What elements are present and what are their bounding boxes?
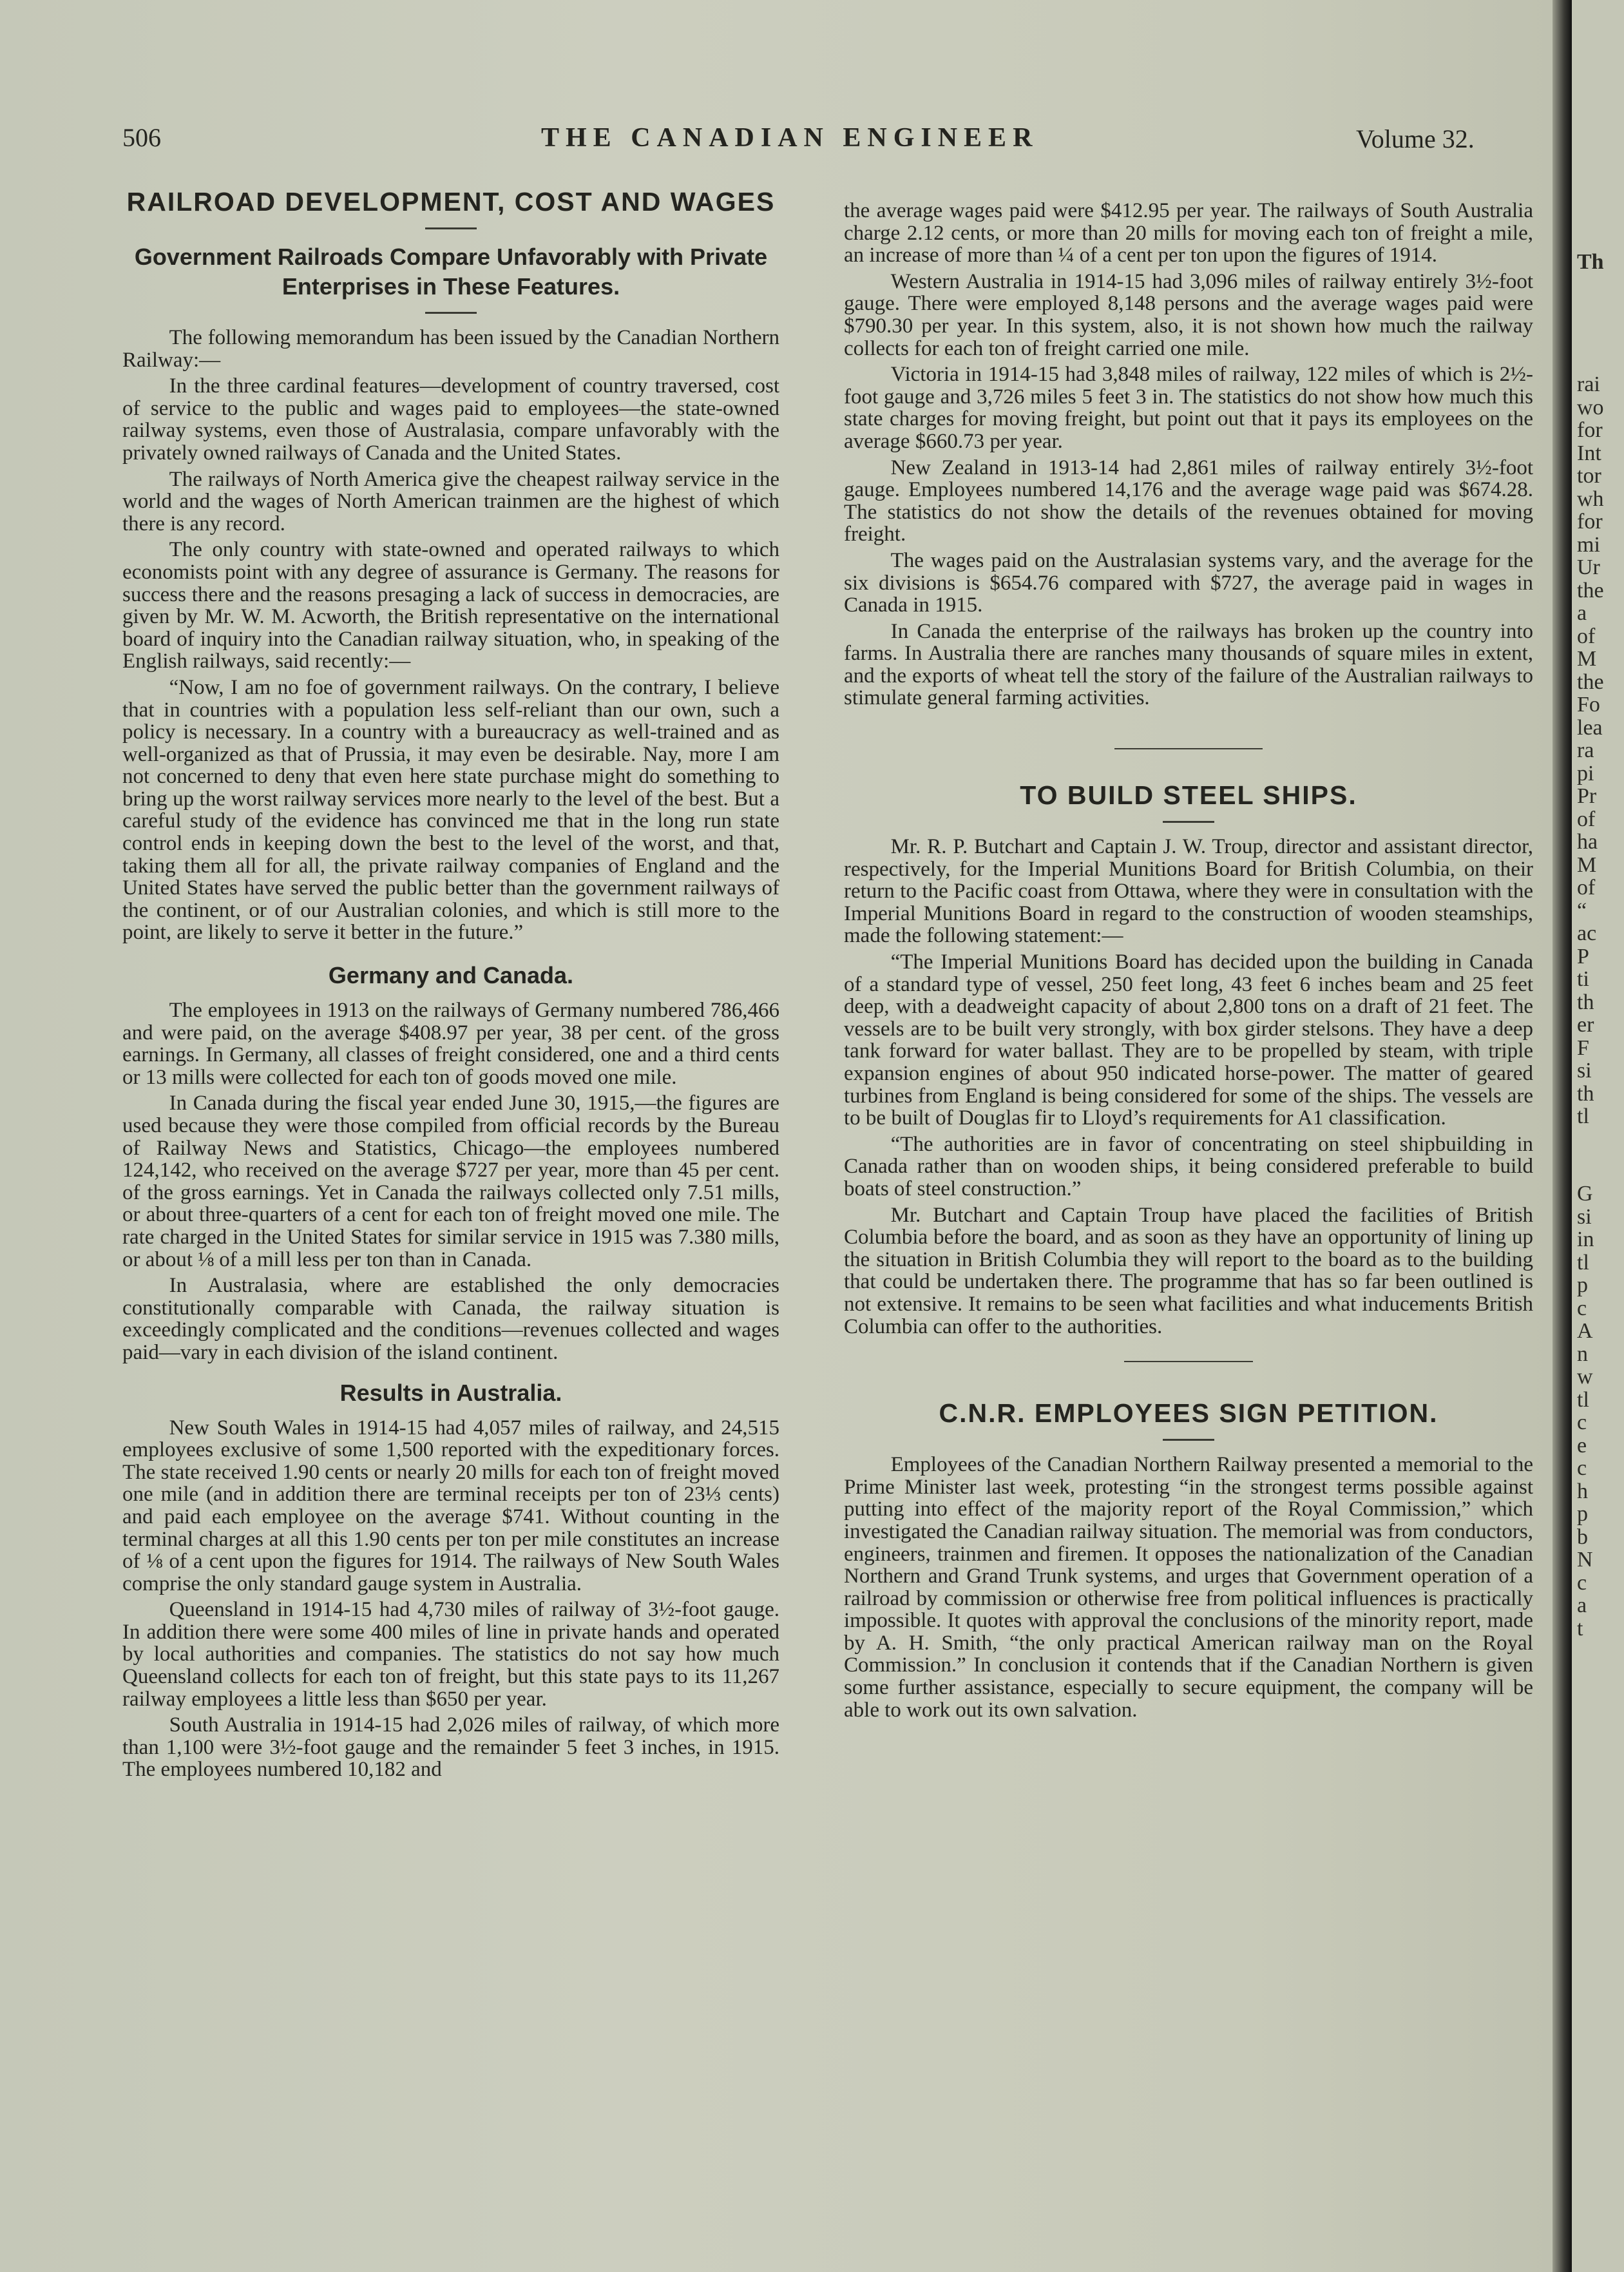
adjacent-page-fragment: Int [1577,441,1601,465]
section-heading-australia: Results in Australia. [339,1379,562,1406]
adjacent-page-fragment: a [1577,601,1587,625]
journal-title: THE CANADIAN ENGINEER [541,123,1039,153]
adjacent-page-fragment: tl [1577,1387,1589,1412]
running-head [0,122,1552,161]
germany-paragraph: The employees in 1913 on the railways of Germany numbered 786,466 and were paid, on the average $408.97 per year, 38 per cent. of the gross earnings. In Germany, all classes of freight considered, one and a third cents or 13 mills were collected for each ton of goods moved one mile. [122,999,779,1089]
article1-paragraph: The only country with state-owned and operated railways to which economists point with any degree of assurance is Germany. The reasons for success there and the reasons presaging a lack of success in democracies, are given by Mr. W. M. Acworth, the British representative on the international board of inquiry into the Canadian railway situation, who, in speaking of the English railways, said recently:— [122,538,779,673]
article2-paragraph: “The Imperial Munitions Board has decided upon the building in Canada of a standard type of vessel, 250 feet long, 43 feet 6 inches beam and 25 feet deep, with a deadweight capacity of about 2,800 tons on a draft of 21 feet. The vessels are to be built very strongly, with box girder stelsons. They have a deep tank forward for water ballast. They are to be propelled by steam, with triple expansion engines of about 950 indicated horse-power. The matter of geared turbines from England is being considered for some of the ships. The vessels are to be built of Douglas fir to Lloyd’s requirements for A1 classification. [844,950,1533,1130]
adjacent-page-fragment: t [1577,1616,1583,1641]
adjacent-page-fragment: A [1577,1319,1593,1343]
volume-label: Volume 32. [1356,124,1475,153]
continued-paragraph: New Zealand in 1913-14 had 2,861 miles of railway entirely 3½-foot gauge. Employees numbered 14,176 and the average wage paid was $674.28. The statistics do not show the details of the revenues obtained for moving freight. [844,456,1533,546]
article1-title: RAILROAD DEVELOPMENT, COST AND WAGES [126,187,776,217]
article1-subtitle: Government Railroads Compare Unfavorably with Private Enterprises in These Features. [134,244,768,300]
adjacent-page-fragment: M [1577,852,1597,877]
adjacent-page-fragment: w [1577,1365,1593,1389]
subtitle-rule [425,312,477,314]
adjacent-page-fragment: c [1577,1296,1587,1320]
article2-paragraph: Mr. Butchart and Captain Troup have placed the facilities of British Columbia before the board, and as soon as they have an opportunity of lining up the situation in British Columbia they will report to the board as to the building that could be undertaken there. The programme that has so far been outlined is not extensive. It remains to be seen what facilities and what inducements British Columbia can offer to the authorities. [844,1203,1533,1338]
adjacent-page-fragment: tor [1577,464,1601,488]
adjacent-page-fragment: p [1577,1502,1588,1526]
adjacent-page-fragment: N [1577,1548,1593,1572]
article1-paragraph: In the three cardinal features—development of country traversed, cost of service to the public and wages paid to employees—the state-owned railway systems, even those of Australasia, compare unfavorably with the privately owned railways of Canada and the United States. [122,374,779,465]
adjacent-page-fragment: P [1577,944,1589,968]
adjacent-page-fragment: Th [1577,250,1604,274]
adjacent-page-fragment: er [1577,1013,1594,1037]
adjacent-page-fragment: M [1577,647,1597,671]
adjacent-page-fragment: th [1577,990,1594,1014]
adjacent-page-fragment: si [1577,1204,1592,1229]
adjacent-page-fragment: for [1577,510,1603,534]
adjacent-page-edge [1572,0,1624,2272]
adjacent-page-fragment: tl [1577,1104,1589,1128]
adjacent-page-fragment: c [1577,1456,1587,1480]
page-number: 506 [122,123,161,152]
article1-paragraph: “Now, I am no foe of government railways. On the contrary, I believe that in countries with a population less self-reliant than our own, such a policy is necessary. In a country with a bureaucracy as well-trained and as well-organized as that of Prussia, it may even be desirable. Nay, more I am not concerned to deny that even here state purchase might do something to bring up the worst railway services more nearly to the level of the best. But a careful study of the evidence has convinced me that in the long run state control ends in keeping down the best to the level of the worst, and that, taking them all for all, the private railway companies of England and the United States have served the public better than the government railways of the continent, or of our Australian colonies, and which is still more to the point, are likely to serve it better in the future.” [122,675,779,945]
australia-paragraph: New South Wales in 1914-15 had 4,057 miles of railway, and 24,515 employees exclusive of some 1,500 reported with the expeditionary forces. The state received 1.90 cents or nearly 20 mills for each ton of freight moved one mile (and in addition there are terminal receipts per ton of 23⅓ cents) and paid each employee on the average $741. Without counting in the terminal charges at all this 1.90 cents per ton per mile constitutes an increase of ⅛ of a cent upon the figures for 1914. The railways of New South Wales comprise the only standard gauge system in Australia. [122,1416,779,1595]
adjacent-page-fragment: a [1577,1593,1587,1617]
adjacent-page-fragment: p [1577,1273,1588,1297]
adjacent-page-fragment: the [1577,578,1604,602]
continued-paragraph: the average wages paid were $412.95 per year. The railways of South Australia charge 2.12 cents, or more than 20 mills for moving each ton of freight a mile, an increase of more than ¼ of a cent per ton upon the figures of 1914. [844,199,1533,267]
adjacent-page-fragment: lea [1577,715,1603,740]
adjacent-page-fragment: mi [1577,532,1600,557]
adjacent-page-fragment: F [1577,1035,1589,1060]
adjacent-page-fragment: wo [1577,395,1604,419]
adjacent-page-fragment: ac [1577,921,1597,945]
adjacent-page-fragment: e [1577,1433,1587,1458]
adjacent-page-fragment: “ [1577,898,1587,923]
adjacent-page-fragment: th [1577,1081,1594,1106]
article2-paragraph: Mr. R. P. Butchart and Captain J. W. Troup, director and assistant director, respectively, for the Imperial Munitions Board for British Columbia, on their return to the Pacific coast from Ottawa, where they were in consultation with the Imperial Munitions Board in regard to the construction of wooden steamships, made the following statement:— [844,835,1533,948]
continued-paragraph: Western Australia in 1914-15 had 3,096 miles of railway entirely 3½-foot gauge. There were employed 8,148 persons and the average wages paid were $790.30 per year. In this system, also, it is not shown how much the railway collects for each ton of freight carried one mile. [844,269,1533,360]
adjacent-page-fragment: c [1577,1410,1587,1434]
article3-title: C.N.R. EMPLOYEES SIGN PETITION. [939,1398,1438,1429]
adjacent-page-fragment: ha [1577,830,1598,854]
adjacent-page-fragment: of [1577,624,1596,648]
right-column [844,200,1533,1725]
germany-paragraph: In Australasia, where are established the only democracies constitutionally comparable with Canada, the railway situation is exceedingly complicated and the conditions—revenues collected and wages paid—vary in each division of the island continent. [122,1274,779,1364]
article1-paragraph: The railways of North America give the cheapest railway service in the world and the wages of North American trainmen are the highest of which there is any record. [122,467,779,535]
adjacent-page-fragment: ra [1577,738,1594,762]
adjacent-page-fragment: for [1577,418,1603,442]
adjacent-page-fragment: wh [1577,486,1604,511]
article2-title: TO BUILD STEEL SHIPS. [1020,780,1357,811]
article3-paragraph: Employees of the Canadian Northern Railway presented a memorial to the Prime Minister last week, protesting “in the strongest terms possible against putting into effect of the majority report of the Royal Commission,” which investigated the Canadian railway situation. The memorial was from conductors, engineers, trainmen and firemen. It opposes the nationalization of the Canadian Northern and Grand Trunk systems, and urges that Government operation of a railroad by commission or otherwise free from political influences is practically impossible. It quotes with approval the conclusions of the minority report, made by A. H. Smith, “the only practical American railway man on the Royal Commission.” In conclusion it contends that if the Canadian Northern is given some further assistance, especially to secure equipment, the company will be able to work out its own salvation. [844,1453,1533,1722]
article-separator [1114,748,1263,749]
continued-paragraph: The wages paid on the Australasian systems vary, and the average for the six divisions is $654.76 compared with $727, the average paid in wages in Canada in 1915. [844,548,1533,617]
adjacent-page-fragment: G [1577,1182,1593,1206]
adjacent-page-fragment: ti [1577,967,1589,991]
adjacent-page-fragment: pi [1577,761,1594,785]
title-rule [1163,1439,1214,1441]
title-rule [1163,821,1214,823]
adjacent-page-fragment: of [1577,807,1596,831]
section-heading-germany: Germany and Canada. [328,962,574,989]
adjacent-page-fragment: tl [1577,1250,1589,1275]
adjacent-page-fragment: n [1577,1342,1588,1366]
adjacent-page-fragment: Fo [1577,693,1600,717]
left-column [122,187,779,1785]
article-separator [1124,1361,1253,1362]
adjacent-page-fragment: in [1577,1227,1594,1251]
adjacent-page-fragment: of [1577,876,1596,900]
binding-gutter [1552,0,1572,2272]
germany-paragraph: In Canada during the fiscal year ended June 30, 1915,—the figures are used because they were those compiled from official records by the Bureau of Railway News and Statistics, Chicago—the employees numbered 124,142, who received on the average $727 per year, more than 45 per cent. of the gross earnings. Yet in Canada the railways collected only 7.51 mills, or about three-quarters of a cent for each ton of freight moved one mile. The rate charged in the United States for similar service in 1915 was 7.380 mills, or about ⅛ of a mill less per ton than in Canada. [122,1092,779,1271]
adjacent-page-fragment: c [1577,1570,1587,1595]
title-rule [425,227,477,229]
australia-paragraph: South Australia in 1914-15 had 2,026 miles of railway, of which more than 1,100 were 3½-foot gauge and the remainder 5 feet 3 inches, in 1915. The employees numbered 10,182 and [122,1713,779,1782]
continued-paragraph: In Canada the enterprise of the railways has broken up the country into farms. In Australia there are ranches many thousands of square miles in extent, and the exports of wheat tell the story of the failure of the Australian railways to stimulate general farming activities. [844,619,1533,710]
article2-paragraph: “The authorities are in favor of concentrating on steel shipbuilding in Canada rather than on wooden ships, it being considered preferable to build boats of steel construction.” [844,1132,1533,1200]
adjacent-page-fragment: si [1577,1059,1592,1083]
article1-paragraph: The following memorandum has been issued by the Canadian Northern Railway:— [122,326,779,372]
adjacent-page-fragment: rai [1577,372,1600,396]
australia-paragraph: Queensland in 1914-15 had 4,730 miles of railway of 3½-foot gauge. In addition there were some 400 miles of line in private hands and operated by local authorities and companies. The statistics do not say how much Queensland collects for each ton of freight, but this state pays to its 11,267 railway employees a little less than $650 per year. [122,1598,779,1711]
adjacent-page-fragment: Pr [1577,784,1597,808]
adjacent-page-fragment: Ur [1577,555,1600,579]
continued-paragraph: Victoria in 1914-15 had 3,848 miles of railway, 122 miles of which is 2½-foot gauge and 3,726 miles 5 feet 3 in. The statistics do not show how much this state charges for moving freight, but point out that it pays its employees on the average $660.73 per year. [844,363,1533,453]
adjacent-page-fragment: h [1577,1479,1588,1503]
adjacent-page-fragment: the [1577,669,1604,694]
adjacent-page-fragment: b [1577,1525,1588,1549]
